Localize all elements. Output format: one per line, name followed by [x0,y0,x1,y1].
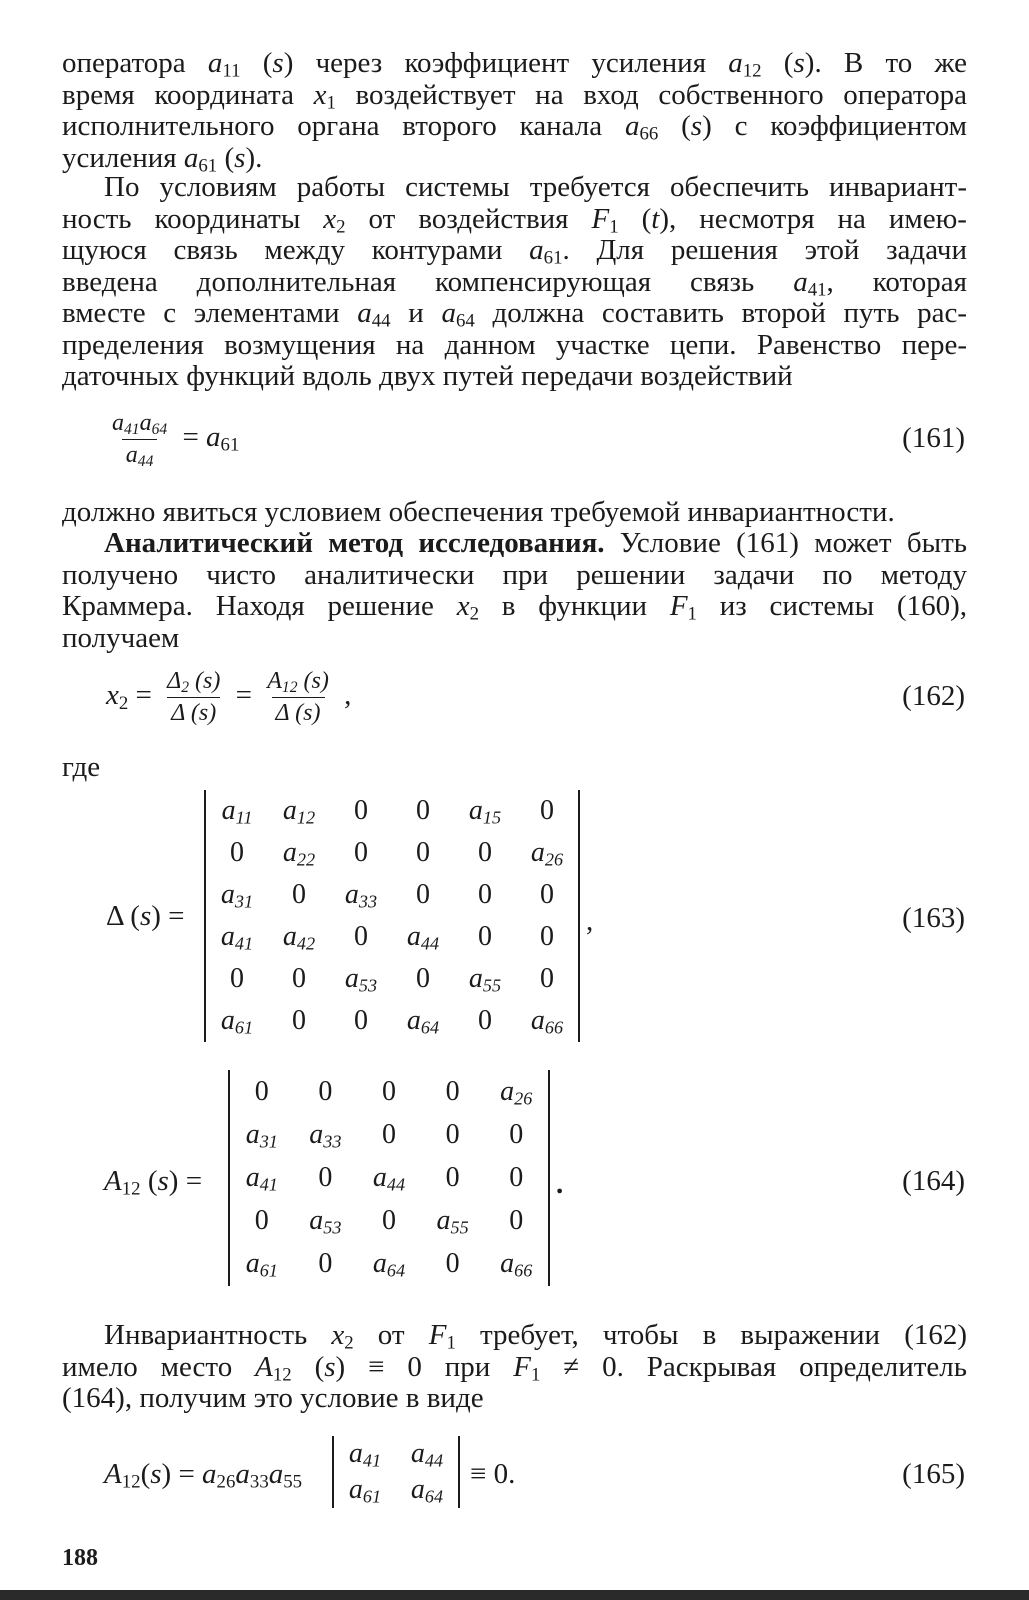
eq163-matrix-cell: $a_{42}$ [282,921,316,954]
eq163-matrix-cell: 0 [230,837,244,868]
eq163-matrix-cell: 0 [416,879,430,910]
p4-line-4: получаем [62,621,180,654]
eq164-label: (164) [902,1165,965,1197]
eq164-matrix-cell: $a_{64}$ [372,1248,406,1281]
p4-line-3: Краммера. Находя решение $x_2$ в функции $F_1$ из системы (160), [62,590,967,625]
eq164-matrix-cell: $a_{61}$ [245,1248,278,1281]
eq165-matrix-cell: $a_{64}$ [410,1474,444,1507]
eq165-matrix-cell: $a_{44}$ [410,1438,444,1471]
eq163-matrix-cell: 0 [478,921,492,952]
eq164-matrix-cell: $a_{53}$ [309,1205,342,1238]
eq163-lhs: Δ (s) = [106,900,185,932]
eq163-matrix-cell: 0 [292,879,306,910]
eq163-matrix-cell: $a_{64}$ [406,1005,440,1038]
eq164-matrix-cell: 0 [254,1075,269,1107]
p5-line-2: имело место $A_{12}$ (s) ≡ 0 при $F_1 \ne 0$. Раскрывая определитель [62,1350,967,1386]
eq163-matrix-cell: 0 [292,1005,306,1036]
p2-line-6: пределения возмущения на данном участке цепи. Равенство пере- [62,328,967,361]
p2-line-3: щуюся связь между контурами $a_{61}$. Для решения этой задачи [62,234,968,269]
eq164-matrix-cell: $a_{26}$ [500,1075,533,1109]
eq163-matrix-cell: $a_{53}$ [344,963,378,996]
eq163-matrix-cell: 0 [416,837,430,868]
eq164-matrix-cell: 0 [318,1161,333,1193]
eq164-matrix-cell: $a_{55}$ [436,1205,469,1238]
eq163-matrix-cell: 0 [230,963,244,994]
eq164-matrix-cell: 0 [509,1205,524,1237]
p1-line-3: исполнительного органа второго канала $a_{66}$ (s) с коэффициентом [62,110,967,145]
eq163-matrix-cell: $a_{66}$ [530,1005,564,1038]
eq163-matrix-row [206,874,578,916]
scan-bottom-edge [0,1590,1029,1600]
eq164-matrix-cell: $a_{66}$ [500,1248,533,1281]
eq164-matrix-cell: 0 [318,1248,333,1280]
eq163-matrix-cell: 0 [354,1005,368,1036]
section-heading: Аналитический метод исследования. [104,527,605,559]
eq163-matrix-cell: 0 [540,963,554,994]
eq164-matrix-cell: 0 [509,1161,524,1193]
paragraph-3 [62,497,967,529]
eq164-matrix-row [230,1200,548,1243]
eq162-fraction-2: $\frac{A_{12} (s)}{\Delta (s)}$ [267,668,329,726]
p1-line-4: усиления $a_{61}$ (s). [62,141,263,177]
eq161-denominator: $a_{44}$ [122,439,158,469]
eq165-label: (165) [902,1458,965,1490]
eq163-matrix-cell: 0 [416,795,430,826]
eq163-matrix-cell: 0 [354,837,368,868]
paragraph-5 [62,1320,967,1415]
p2-line-1: По условиям работы системы требуется обеспечить инвариант- [104,171,967,203]
eq164-matrix-row [230,1243,548,1286]
eq164-matrix-cell: $a_{31}$ [245,1118,278,1152]
eq163-matrix-row [206,1000,578,1042]
eq165-matrix-cell: $a_{41}$ [348,1438,382,1471]
eq163-matrix-cell: 0 [292,963,306,994]
eq163-matrix-cell: 0 [478,837,492,868]
eq164-matrix-cell: 0 [445,1075,460,1107]
eq163-matrix-cell: $a_{61}$ [220,1005,254,1038]
eq164-matrix-row [230,1070,548,1113]
paragraph-where [62,752,967,784]
p2-line-4: введена дополнительная компенсирующая связь $a_{41}$, которая [62,265,967,301]
eq164-matrix-cell: 0 [254,1205,269,1237]
eq163-matrix-cell: $a_{26}$ [530,837,564,870]
eq162-expression: $x_2$ = $\frac{\Delta_2 (s)}{\Delta (s)}$ = $\frac{A_{12} (s)}{\Delta (s)}$ , [106,668,352,726]
eq163-matrix-cell: $a_{44}$ [406,921,440,954]
eq163-matrix-cell: 0 [540,921,554,952]
p2-line-2: ность координаты $x_2$ от воздействия $F_1$ (t), несмотря на имею- [62,202,967,238]
eq163-matrix-cell: $a_{33}$ [344,879,378,912]
eq163-matrix-cell: $a_{41}$ [220,921,254,954]
eq164-matrix-cell: $a_{41}$ [245,1161,278,1195]
eq163-matrix-cell: 0 [540,795,554,826]
paragraph-1 [62,47,967,177]
eq164-matrix-row [230,1113,548,1156]
eq162-fraction-1: $\frac{\Delta_2 (s)}{\Delta (s)}$ [167,668,221,726]
eq164-tail: . [556,1168,564,1200]
eq164-matrix-cell: 0 [445,1161,460,1193]
eq164-matrix-cell: 0 [445,1118,460,1150]
paragraph-4 [62,528,967,654]
eq165-matrix-row [334,1472,458,1508]
eq163-matrix-cell: $a_{31}$ [220,879,254,912]
eq161-expression [104,410,239,469]
eq165-tail: ≡ 0. [470,1458,516,1490]
eq163-matrix-cell: 0 [354,921,368,952]
eq163-matrix-cell: 0 [478,879,492,910]
eq161-label: (161) [902,422,965,454]
eq163-matrix-cell: $a_{15}$ [468,795,502,828]
eq163-matrix-cell: 0 [540,879,554,910]
eq163-matrix-cell: 0 [478,1005,492,1036]
eq165-matrix-row [334,1436,458,1472]
eq164-matrix-cell: 0 [509,1118,524,1150]
eq163-matrix-row [206,958,578,1000]
eq164-determinant [228,1070,550,1286]
eq161-fraction [108,410,171,469]
eq163-matrix-cell: 0 [354,795,368,826]
p4-line-1: Аналитический метод исследования. Условие (161) может быть [104,527,967,559]
eq163-matrix-row [206,916,578,958]
eq165-matrix-cell: $a_{61}$ [348,1474,382,1507]
page-number: 188 [62,1545,98,1571]
eq163-matrix-row [206,832,578,874]
eq163-determinant [204,790,580,1042]
eq161-rhs: = $a_{61}$ [182,421,240,456]
eq163-matrix-cell: $a_{12}$ [282,795,316,828]
eq164-matrix-cell: 0 [381,1075,396,1107]
p2-line-7: даточных функций вдоль двух путей передачи воздействий [62,360,793,392]
eq164-matrix-cell: 0 [381,1205,396,1237]
eq165-lhs: $A_{12}(s) = a_{26}a_{33}a_{55}$ [104,1458,303,1493]
eq163-matrix-cell: $a_{11}$ [221,795,253,828]
p3-line-1: должно явиться условием обеспечения требуемой инвариантности. [62,496,895,528]
eq164-matrix-cell: 0 [445,1248,460,1280]
paragraph-2 [62,172,967,393]
p1-line-1: оператора $a_{11}$ (s) через коэффициент усиления $a_{12}$ (s). В то же [62,47,967,82]
eq164-matrix-cell: 0 [381,1118,396,1150]
eq164-lhs: $A_{12}$ (s) = [104,1165,203,1200]
eq164-matrix-row [230,1156,548,1199]
p2-line-5: вместе с элементами $a_{44}$ и $a_{64}$ должна составить второй путь рас- [62,297,967,332]
eq163-tail: , [586,905,594,937]
eq164-matrix-cell: 0 [318,1075,333,1107]
eq162-label: (162) [902,680,965,712]
eq163-matrix-row [206,790,578,832]
eq164-matrix-cell: $a_{33}$ [309,1118,342,1152]
eq164-matrix-cell: $a_{44}$ [372,1161,406,1195]
eq163-matrix-cell: 0 [416,963,430,994]
eq163-label: (163) [902,902,965,934]
p4-line-2: получено чисто аналитически при решении задачи по методу [62,558,967,591]
where-text: где [62,751,101,783]
p1-line-2: время координата $x_1$ воздействует на вход собственного оператора [62,78,967,114]
p5-line-3: (164), получим это условие в виде [62,1382,484,1414]
eq161-numerator: $a_{41}a_{64}$ [112,410,168,438]
eq165-determinant [332,1436,460,1508]
eq163-matrix-cell: $a_{22}$ [282,837,316,870]
p5-line-1: Инвариантность $x_2$ от $F_1$ требует, чтобы в выражении (162) [104,1319,968,1354]
eq163-matrix-cell: $a_{55}$ [468,963,502,996]
